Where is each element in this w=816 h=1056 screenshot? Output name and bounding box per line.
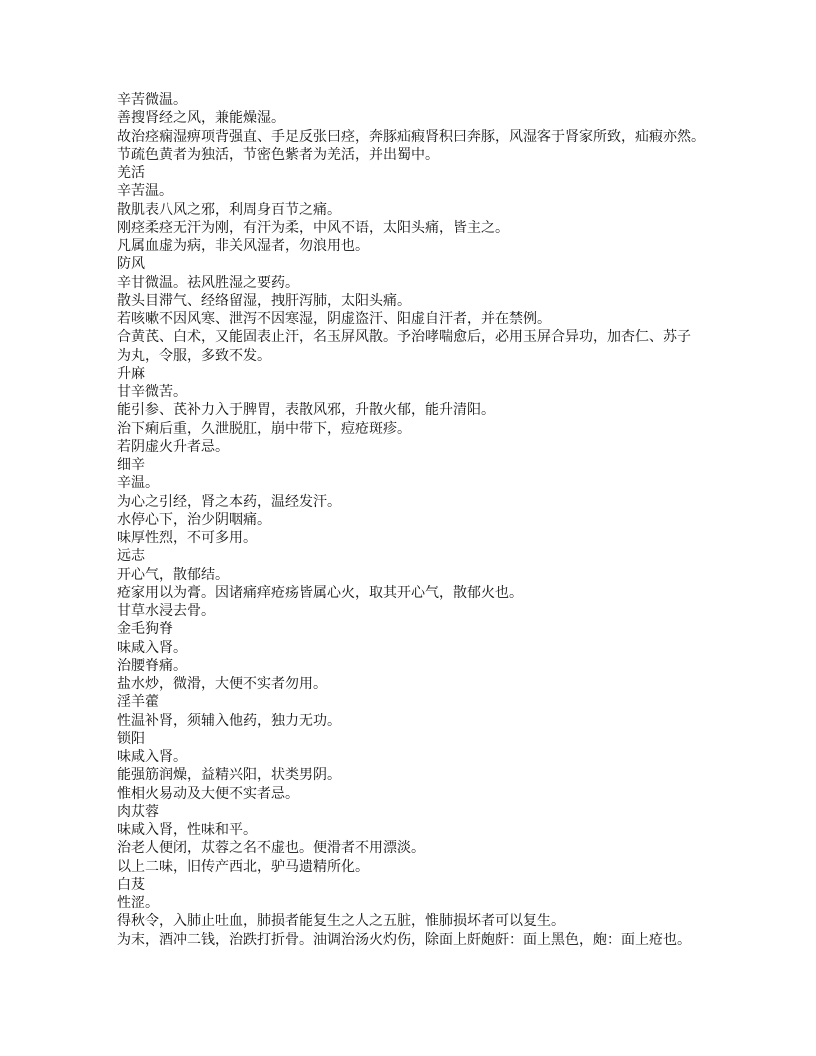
herb-heading: 远志 (117, 548, 145, 565)
text-line: 盐水炒，微滑，大便不实者勿用。 (117, 676, 327, 692)
text-line: 散肌表八风之邪，利周身百节之痛。 (117, 201, 341, 218)
herb-heading: 肉苁蓉 (117, 803, 159, 820)
text-line: 若阴虚火升者忌。 (117, 438, 229, 455)
text-line: 性涩。 (117, 895, 159, 911)
text-line: 味咸入肾。 (117, 639, 187, 656)
text-line: 味咸入肾，性味和平。 (117, 822, 257, 838)
text-line: 以上二味，旧传产西北，驴马遗精所化。 (117, 858, 369, 875)
text-line: 若咳嗽不因风寒、泄泻不因寒湿，阴虚盗汗、阳虚自汗者，并在禁例。 (117, 311, 551, 327)
text-line: 能强筋润燥，益精兴阳，状类男阴。 (117, 767, 341, 784)
text-line: 辛苦温。 (117, 183, 173, 200)
text-line: 性温补肾，须辅入他药，独力无功。 (117, 712, 341, 729)
text-line: 惟相火易动及大便不实者忌。 (117, 785, 299, 802)
text-line: 为末，酒冲二钱，治跌打折骨。油调治汤火灼伤，除面上皯皰皯：面上黑色，皰：面上疮也。 (117, 931, 691, 948)
text-line: 治下痢后重，久泄脱肛，崩中带下，痘疮斑疹。 (117, 420, 411, 437)
document-body (117, 91, 757, 949)
text-line: 甘草水浸去骨。 (117, 603, 215, 619)
herb-heading: 锁阳 (117, 730, 145, 747)
text-line: 水停心下，治少阴咽痛。 (117, 511, 271, 528)
herb-heading: 羌活 (117, 165, 145, 181)
text-line: 为心之引经，肾之本药，温经发汗。 (117, 493, 341, 510)
text-line: 能引参、芪补力入于脾胃，表散风邪，升散火郁，能升清阳。 (117, 402, 495, 419)
text-line: 合黄芪、白术，又能固表止汗，名玉屏风散。予治哮喘愈后，必用玉屏合异功，加杏仁、苏子 (117, 329, 691, 346)
text-line: 开心气，散郁结。 (117, 566, 229, 583)
text-line: 为丸，令服，多致不发。 (117, 347, 271, 364)
text-line: 善搜肾经之风，兼能燥湿。 (117, 110, 285, 127)
text-line: 刚痉柔痉无汗为刚，有汗为柔，中风不语，太阳头痛，皆主之。 (117, 219, 509, 236)
text-line: 疮家用以为膏。因诸痛痒疮疡皆属心火，取其开心气，散郁火也。 (117, 584, 523, 601)
text-line: 凡属血虚为病，非关风湿者，勿浪用也。 (117, 238, 369, 254)
text-line: 治腰脊痛。 (117, 657, 187, 674)
text-line: 味咸入肾。 (117, 749, 187, 765)
text-line: 治老人便闭，苁蓉之名不虚也。便滑者不用漂淡。 (117, 840, 425, 857)
herb-heading: 金毛狗脊 (117, 621, 173, 638)
herb-heading: 淫羊藿 (117, 694, 159, 711)
text-line: 辛温。 (117, 475, 159, 492)
text-line: 故治痉痫湿痹项背强直、手足反张曰痉，奔豚疝瘕肾积曰奔豚，风湿客于肾家所致，疝瘕亦然。 (117, 128, 705, 145)
text-line: 散头目滞气、经络留湿，拽肝泻肺，太阳头痛。 (117, 292, 411, 309)
herb-heading: 白芨 (117, 876, 145, 893)
herb-heading: 升麻 (117, 365, 145, 382)
text-line: 味厚性烈，不可多用。 (117, 530, 257, 546)
text-line: 节疏色黄者为独活，节密色紫者为羌活，并出蜀中。 (117, 146, 439, 163)
herb-heading: 细辛 (117, 457, 145, 473)
text-line: 辛甘微温。祛风胜湿之要药。 (117, 274, 299, 291)
text-line: 得秋令，入肺止吐血，肺损者能复生之人之五脏，惟肺损坏者可以复生。 (117, 913, 565, 930)
herb-heading: 防风 (117, 256, 145, 273)
text-line: 甘辛微苦。 (117, 384, 187, 400)
text-line: 辛苦微温。 (117, 92, 187, 108)
